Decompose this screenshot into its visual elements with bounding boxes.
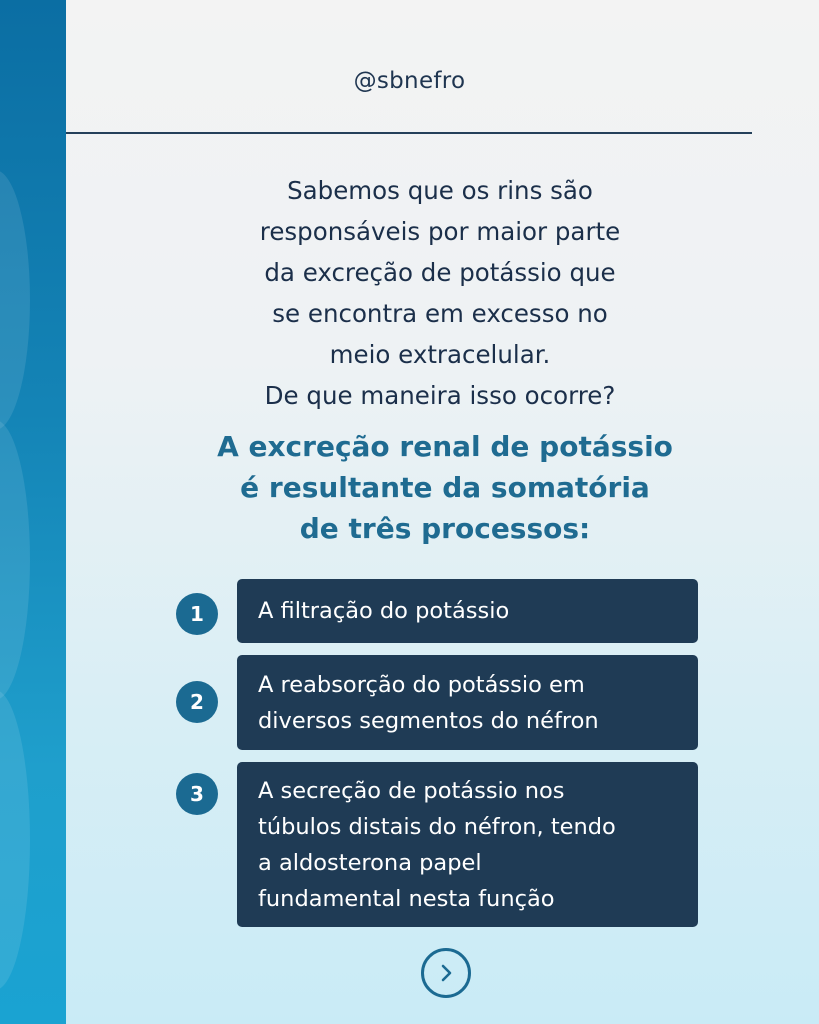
step-line: a aldosterona papel [258, 849, 482, 876]
next-button[interactable] [421, 948, 471, 998]
intro-line: se encontra em excesso no [272, 299, 608, 328]
intro-line: da excreção de potássio que [264, 258, 616, 287]
step-line: A secreção de potássio nos [258, 777, 565, 804]
wave-decoration [0, 420, 30, 700]
step-2-box [237, 655, 698, 750]
step-1-box [237, 579, 698, 643]
account-handle: @sbnefro [353, 68, 466, 94]
step-2-number: 2 [176, 681, 218, 723]
answer-heading [120, 426, 770, 549]
step-line: túbulos distais do néfron, tendo [258, 813, 616, 840]
wave-decoration [0, 170, 30, 430]
answer-line: A excreção renal de potássio [217, 430, 673, 463]
step-line: fundamental nesta função [258, 885, 555, 912]
intro-paragraph [140, 170, 740, 416]
step-3-box [237, 762, 698, 927]
chevron-right-icon [435, 962, 457, 984]
intro-line: responsáveis por maior parte [259, 217, 621, 246]
answer-line: de três processos: [299, 512, 591, 545]
step-1-text [258, 593, 509, 629]
left-accent-bar [0, 0, 66, 1024]
answer-line: é resultante da somatória [240, 471, 650, 504]
step-3-number: 3 [176, 773, 218, 815]
intro-line: meio extracelular. [329, 340, 551, 369]
wave-decoration [0, 690, 30, 990]
step-3-text [258, 773, 616, 917]
step-2-text [258, 667, 599, 739]
intro-line: Sabemos que os rins são [287, 176, 593, 205]
header-divider [66, 132, 752, 134]
step-line: A reabsorção do potássio em [258, 671, 585, 698]
step-line: diversos segmentos do néfron [258, 707, 599, 734]
intro-line: De que maneira isso ocorre? [264, 381, 616, 410]
step-line: A filtração do potássio [258, 598, 510, 624]
step-1-number: 1 [176, 593, 218, 635]
